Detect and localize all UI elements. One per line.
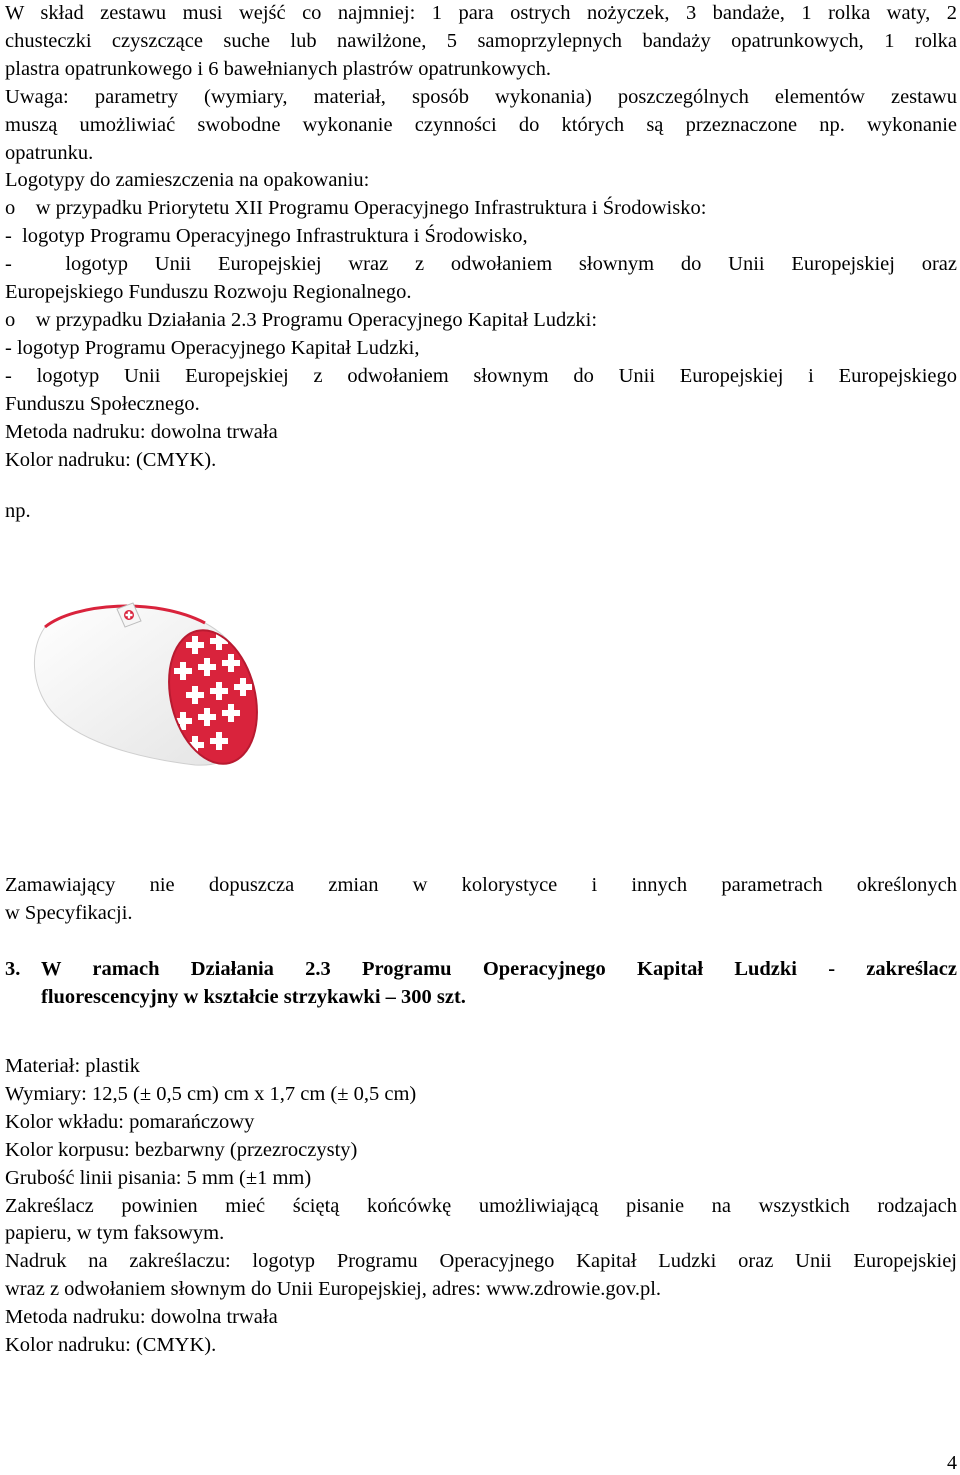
dash-item: - logotyp Programu Operacyjnego Infrastruktura i Środowisko,	[5, 225, 528, 248]
section-3-heading	[5, 956, 957, 1012]
example-label: np.	[5, 500, 31, 522]
text-line: w Specyfikacji.	[5, 901, 133, 924]
spec-line-width: Grubość linii pisania: 5 mm (±1 mm)	[5, 1166, 312, 1189]
text-line: muszą umożliwiać swobodne wykonanie czynności do których są przeznaczone np. wykonanie	[5, 113, 957, 136]
spec-tip: Zakreślacz powinien mieć ściętą końcówkę umożliwiającą pisanie na wszystkich rodzajach	[5, 1194, 957, 1217]
dash-item-cont: Funduszu Społecznego.	[5, 392, 200, 415]
text-line: plastra opatrunkowego i 6 bawełnianych plastrów opatrunkowych.	[5, 57, 551, 80]
spec-imprint: Nadruk na zakreślaczu: logotyp Programu Operacyjnego Kapitał Ludzki oraz Unii Europejskiej	[5, 1250, 957, 1273]
page-number: 4	[947, 1452, 957, 1474]
kit-contents-block	[5, 0, 957, 474]
spec-imprint-cont: wraz z odwołaniem słownym do Unii Europejskiej, adres: www.zdrowie.gov.pl.	[5, 1278, 662, 1301]
spec-body-color: Kolor korpusu: bezbarwny (przezroczysty)	[5, 1138, 358, 1161]
text-line: Zamawiający nie dopuszcza zmian w kolorystyce i innych parametrach określonych	[5, 874, 957, 896]
dash-item: - logotyp Unii Europejskiej z odwołaniem słownym do Unii Europejskiej i Europejskiego	[5, 364, 957, 387]
highlighter-specs	[5, 1053, 957, 1360]
print-method: Metoda nadruku: dowolna trwała	[5, 420, 278, 443]
spec-print-method: Metoda nadruku: dowolna trwała	[5, 1306, 278, 1329]
text-line: W skład zestawu musi wejść co najmniej: 1 para ostrych nożyczek, 3 bandaże, 1 rolka waty, 2	[5, 2, 957, 24]
spec-print-color: Kolor nadruku: (CMYK).	[5, 1334, 217, 1357]
dash-item: - logotyp Programu Operacyjnego Kapitał Ludzki,	[5, 336, 420, 359]
first-aid-pouch-illustration	[5, 545, 290, 807]
bullet-item: o w przypadku Priorytetu XII Programu Operacyjnego Infrastruktura i Środowisko:	[5, 197, 707, 220]
spec-tip-cont: papieru, w tym faksowym.	[5, 1222, 225, 1245]
heading-text-cont: fluorescencyjny w kształcie strzykawki – 300 szt.	[41, 985, 466, 1008]
text-line: chusteczki czyszczące suche lub nawilżone, 5 samoprzylepnych bandaży opatrunkowych, 1 rolka	[5, 29, 957, 52]
spec-ink-color: Kolor wkładu: pomarańczowy	[5, 1110, 255, 1133]
bullet-item: o w przypadku Działania 2.3 Programu Operacyjnego Kapitał Ludzki:	[5, 308, 598, 331]
print-color: Kolor nadruku: (CMYK).	[5, 448, 217, 471]
text-line: Uwaga: parametry (wymiary, materiał, sposób wykonania) poszczególnych elementów zestawu	[5, 85, 957, 108]
text-line: opatrunku.	[5, 141, 94, 164]
section-number: 3.	[5, 958, 21, 980]
logos-intro: Logotypy do zamieszczenia na opakowaniu:	[5, 169, 370, 192]
dash-item: - logotyp Unii Europejskiej wraz z odwołaniem słownym do Unii Europejskiej oraz	[5, 253, 957, 276]
heading-text: W ramach Działania 2.3 Programu Operacyjnego Kapitał Ludzki - zakreślacz	[41, 958, 957, 980]
dash-item-cont: Europejskiego Funduszu Rozwoju Regionalnego.	[5, 281, 412, 304]
no-changes-note	[5, 872, 957, 928]
spec-dimensions: Wymiary: 12,5 (± 0,5 cm) cm x 1,7 cm (± 0,5 cm)	[5, 1082, 417, 1105]
example-label-block	[5, 498, 957, 526]
spec-material: Materiał: plastik	[5, 1055, 140, 1077]
